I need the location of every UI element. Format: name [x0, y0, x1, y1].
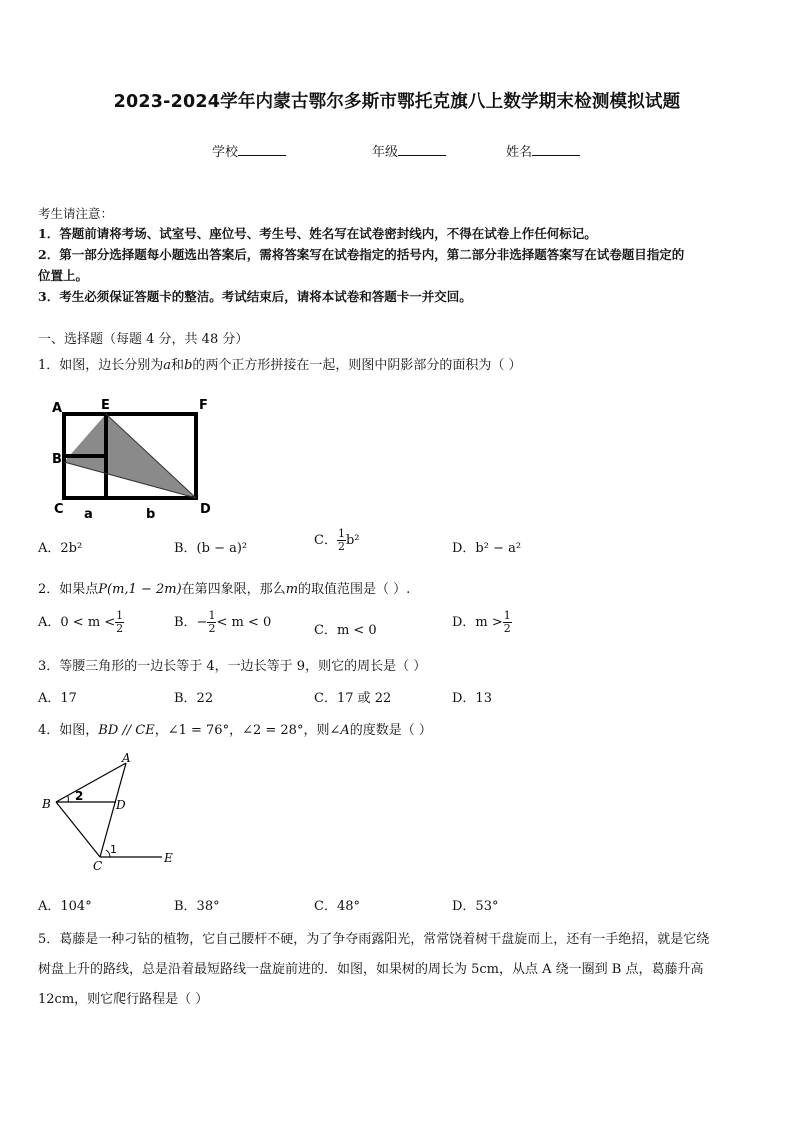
q1-option-c[interactable]: C． $\frac{1}{2}$ b² [314, 527, 360, 553]
notice-item-1: 1．答题前请将考场、试室号、座位号、考生号、姓名写在试卷密封线内，不得在试卷上作任何标记。 [38, 226, 597, 241]
label-D: D [200, 502, 211, 517]
q2-option-b[interactable]: B．− $\frac{1}{2}$ < m < 0 [174, 609, 272, 635]
label-D: D [116, 798, 126, 812]
grade-field[interactable] [372, 141, 446, 160]
question-3-text: 3．等腰三角形的一边长等于 4，一边长等于 9，则它的周长是（ ） [38, 659, 427, 674]
q4-option-b[interactable]: B．38° [174, 899, 220, 914]
q1-option-a[interactable]: A．2b² [38, 541, 83, 556]
label-C: C [93, 859, 103, 870]
school-field[interactable] [212, 141, 286, 160]
label-a: a [84, 507, 93, 522]
label-C: C [54, 502, 64, 517]
page-title: 2023-2024学年内蒙古鄂尔多斯市鄂托克旗八上数学期末检测模拟试题 [113, 92, 681, 112]
label-A: A [122, 752, 131, 765]
notice-item-2-cont: 位置上。 [38, 268, 89, 283]
name-blank [532, 143, 580, 156]
school-label: 学校 [212, 145, 239, 160]
question-2-text: 2．如果点P(m,1 − 2m)在第四象限，那么m的取值范围是（ ）. [38, 582, 411, 597]
segment-BA [56, 763, 126, 802]
segment-BC [56, 802, 100, 857]
label-E: E [164, 851, 173, 865]
school-blank [238, 143, 286, 156]
q4-option-d[interactable]: D．53° [452, 899, 499, 914]
question-5-line-1: 5．葛藤是一种刁钻的植物，它自己腰杆不硬，为了争夺雨露阳光，常常饶着树干盘旋而上，还有一手绝招，就是它绕 [38, 932, 710, 947]
angle-2-label: 2 [75, 789, 84, 803]
name-label: 姓名 [506, 145, 533, 160]
question-1-text: 1．如图，边长分别为a和b的两个正方形拼接在一起，则图中阴影部分的面积为（ ） [38, 358, 522, 373]
name-field[interactable] [506, 141, 580, 160]
figure-squares [46, 392, 226, 522]
question-5-line-2: 树盘上升的路线，总是沿着最短路线一盘旋前进的．如图，如果树的周长为 5cm，从点 A 绕一圈到 B 点，葛藤升高 [38, 962, 704, 977]
section-heading: 一、选择题（每题 4 分，共 48 分） [38, 332, 249, 347]
q4-option-c[interactable]: C．48° [314, 899, 360, 914]
label-b: b [146, 507, 156, 522]
notice-item-2: 2．第一部分选择题每小题选出答案后，需将答案写在试卷指定的括号内，第二部分非选择题答案写在试卷题目指定的 [38, 247, 685, 262]
q2-option-c[interactable]: C．m < 0 [314, 623, 377, 638]
label-F: F [199, 398, 208, 413]
grade-blank [398, 143, 446, 156]
notice-item-3: 3．考生必须保证答题卡的整洁。考试结束后，请将本试卷和答题卡一并交回。 [38, 289, 472, 304]
grade-label: 年级 [372, 145, 399, 160]
q3-option-b[interactable]: B．22 [174, 691, 214, 706]
question-4-text: 4．如图，BD // CE，∠1 = 76°，∠2 = 28°，则∠A的度数是（ ） [38, 723, 432, 738]
figure-parallel-lines [38, 752, 188, 870]
question-5-line-3: 12cm，则它爬行路程是（ ） [38, 992, 209, 1007]
notice-heading: 考生请注意： [38, 206, 114, 221]
q1-option-d[interactable]: D．b² − a² [452, 541, 522, 556]
label-B: B [52, 452, 62, 467]
label-E: E [101, 398, 110, 413]
q2-option-d[interactable]: D．m > $\frac{1}{2}$ [452, 609, 511, 635]
q3-option-c[interactable]: C．17 或 22 [314, 691, 392, 706]
q1-option-b[interactable]: B．(b − a)² [174, 541, 248, 556]
angle-1-label: 1 [110, 843, 117, 856]
label-B: B [42, 797, 51, 811]
label-A: A [52, 401, 63, 416]
q3-option-a[interactable]: A．17 [38, 691, 77, 706]
q2-option-a[interactable]: A．0 < m < $\frac{1}{2}$ [38, 609, 124, 635]
q4-option-a[interactable]: A．104° [38, 899, 92, 914]
q3-option-d[interactable]: D．13 [452, 691, 492, 706]
